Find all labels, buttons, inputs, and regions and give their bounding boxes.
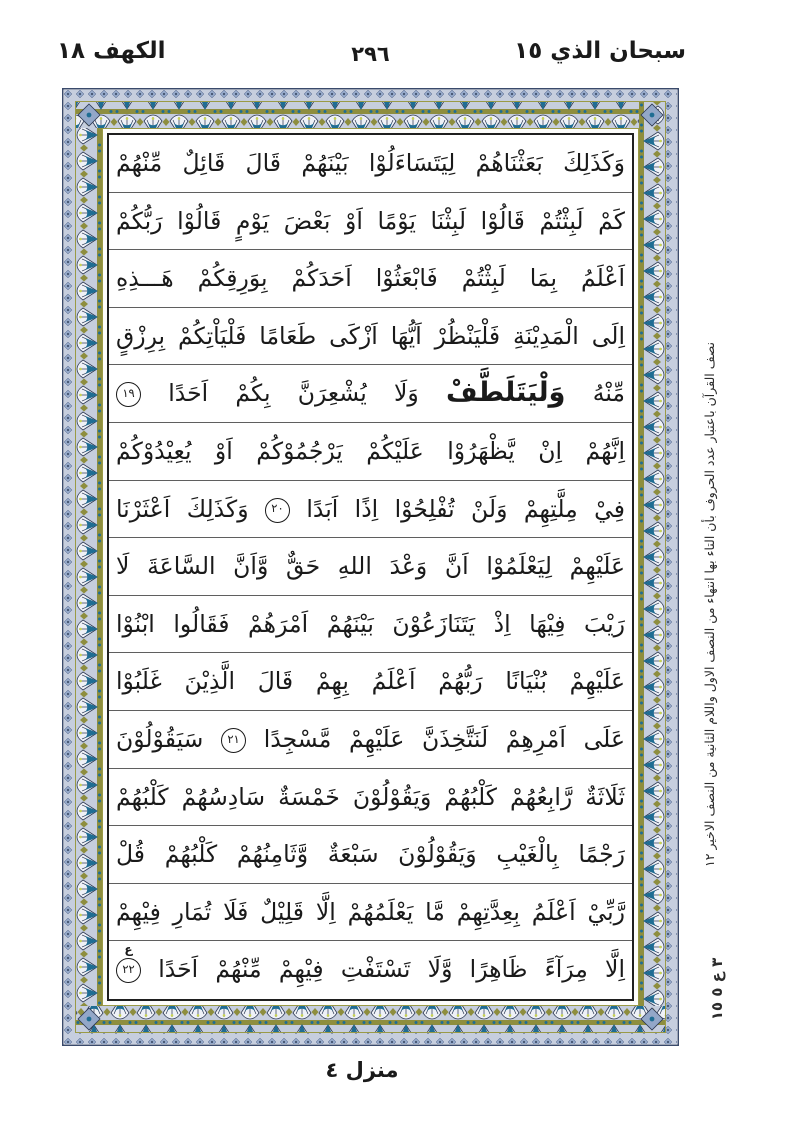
quran-line <box>109 711 632 769</box>
ayah-end-marker <box>221 728 246 753</box>
quran-text-segment: اِلَّا مِرَآءً ظَاهِرًا وَّلَا تَسْتَفْتِ فِيْهِمْ مِّنْهُمْ اَحَدًا <box>158 955 625 984</box>
page-number: ٢٩٦ <box>351 42 390 66</box>
quran-line <box>109 941 632 999</box>
quran-line <box>109 769 632 827</box>
ayah-number: ٢٢ <box>122 962 135 977</box>
quran-text-segment: رَّبِّيْ اَعْلَمُ بِعِدَّتِهِمْ مَّا يَعْلَمُهُمْ اِلَّا قَلِيْلٌ فَلَا تُمَارِ فِيْهِمْ <box>116 897 625 926</box>
quran-word-highlight: وَلْيَتَلَطَّفْ <box>445 377 566 409</box>
quran-text-segment: عَلَى اَمْرِهِمْ لَنَتَّخِذَنَّ عَلَيْهِمْ مَّسْجِدًا <box>263 724 625 753</box>
ayah-number: ٢٠ <box>271 501 284 516</box>
quran-line <box>109 250 632 308</box>
quran-text-segment: رَجْمًا بِالْغَيْبِ وَيَقُوْلُوْنَ سَبْعَةٌ وَّثَامِنُهُمْ كَلْبُهُمْ قُلْ <box>116 840 625 869</box>
quran-text-segment: رَيْبَ فِيْهَا اِذْ يَتَنَازَعُوْنَ بَيْنَهُمْ اَمْرَهُمْ فَقَالُوا ابْنُوْا <box>116 609 625 638</box>
quran-text-segment: وَلَا يُشْعِرَنَّ بِكُمْ اَحَدًا <box>168 379 419 408</box>
quran-text-segment: ثَلَاثَةٌ رَّابِعُهُمْ كَلْبُهُمْ وَيَقُوْلُوْنَ خَمْسَةٌ سَادِسُهُمْ كَلْبُهُمْ <box>116 782 625 811</box>
quran-line <box>109 365 632 423</box>
margin-note-half-quran <box>697 342 723 900</box>
quran-line <box>109 481 632 539</box>
ruku-end-marker: ع <box>124 942 133 957</box>
ayah-end-marker <box>116 382 141 407</box>
quran-line <box>109 596 632 654</box>
quran-text-segment: فِيْ مِلَّتِهِمْ وَلَنْ تُفْلِحُوْا اِذًا اَبَدًا <box>306 494 625 523</box>
ayah-end-marker <box>116 942 141 983</box>
quran-line <box>109 135 632 193</box>
quran-text-segment: اِنَّهُمْ اِنْ يَّظْهَرُوْا عَلَيْكُمْ يَرْجُمُوْكُمْ اَوْ يُعِيْدُوْكُمْ <box>116 436 625 465</box>
quran-text-segment: وَكَذَلِكَ اَعْثَرْنَا <box>116 494 249 523</box>
ayah-number: ١٩ <box>122 386 135 401</box>
quran-line <box>109 538 632 596</box>
ruku-margin-marker <box>700 935 734 1043</box>
quran-line <box>109 653 632 711</box>
quran-text-segment: مِّنْهُ <box>592 379 625 408</box>
quran-text-segment: اِلَى الْمَدِيْنَةِ فَلْيَنْظُرْ اَيُّهَا اَزْكَى طَعَامًا فَلْيَاْتِكُمْ بِرِزْقٍ <box>116 321 625 350</box>
margin-note-text: نصف القرآن باعتبار عدد الحروف بأن التاء بها انتهاء من النصف الاول واللام الثانية من النصف الاخير ١٢ <box>702 342 717 867</box>
manzil-label: منزل ٤ <box>325 1058 399 1082</box>
quran-line <box>109 308 632 366</box>
quran-text-segment: كَمْ لَبِثْتُمْ قَالُوْا لَبِثْنَا يَوْمًا اَوْ بَعْضَ يَوْمٍ قَالُوْا رَبُّكُمْ <box>116 206 625 235</box>
quran-line <box>109 826 632 884</box>
quran-text-segment: وَكَذَلِكَ بَعَثْنَاهُمْ لِيَتَسَاءَلُوْا بَيْنَهُمْ قَالَ قَائِلٌ مِّنْهُمْ <box>116 149 625 177</box>
quran-line <box>109 423 632 481</box>
quran-text-segment: عَلَيْهِمْ لِيَعْلَمُوْا اَنَّ وَعْدَ اللهِ حَقٌّ وَّاَنَّ السَّاعَةَ لَا <box>116 552 625 581</box>
quran-line <box>109 193 632 251</box>
quran-line <box>109 884 632 942</box>
juz-title: سبحان الذي ١٥ <box>514 38 686 64</box>
quran-text-segment: عَلَيْهِمْ بُنْيَانًا رَبُّهُمْ اَعْلَمُ بِهِمْ قَالَ الَّذِيْنَ غَلَبُوْا <box>116 667 625 696</box>
ayah-number: ٢١ <box>227 731 240 746</box>
quran-text-block <box>109 135 632 999</box>
ayah-end-marker <box>265 498 290 523</box>
ruku-margin-text: ٣ ع ٥ ١٥ <box>708 957 726 1021</box>
quran-text-segment: سَيَقُوْلُوْنَ <box>116 724 204 753</box>
surah-title: الكهف ١٨ <box>57 38 166 64</box>
quran-text-segment: اَعْلَمُ بِمَا لَبِثْتُمْ فَابْعَثُوْا اَحَدَكُمْ بِوَرِقِكُمْ هَـــذِهِ <box>116 264 625 293</box>
